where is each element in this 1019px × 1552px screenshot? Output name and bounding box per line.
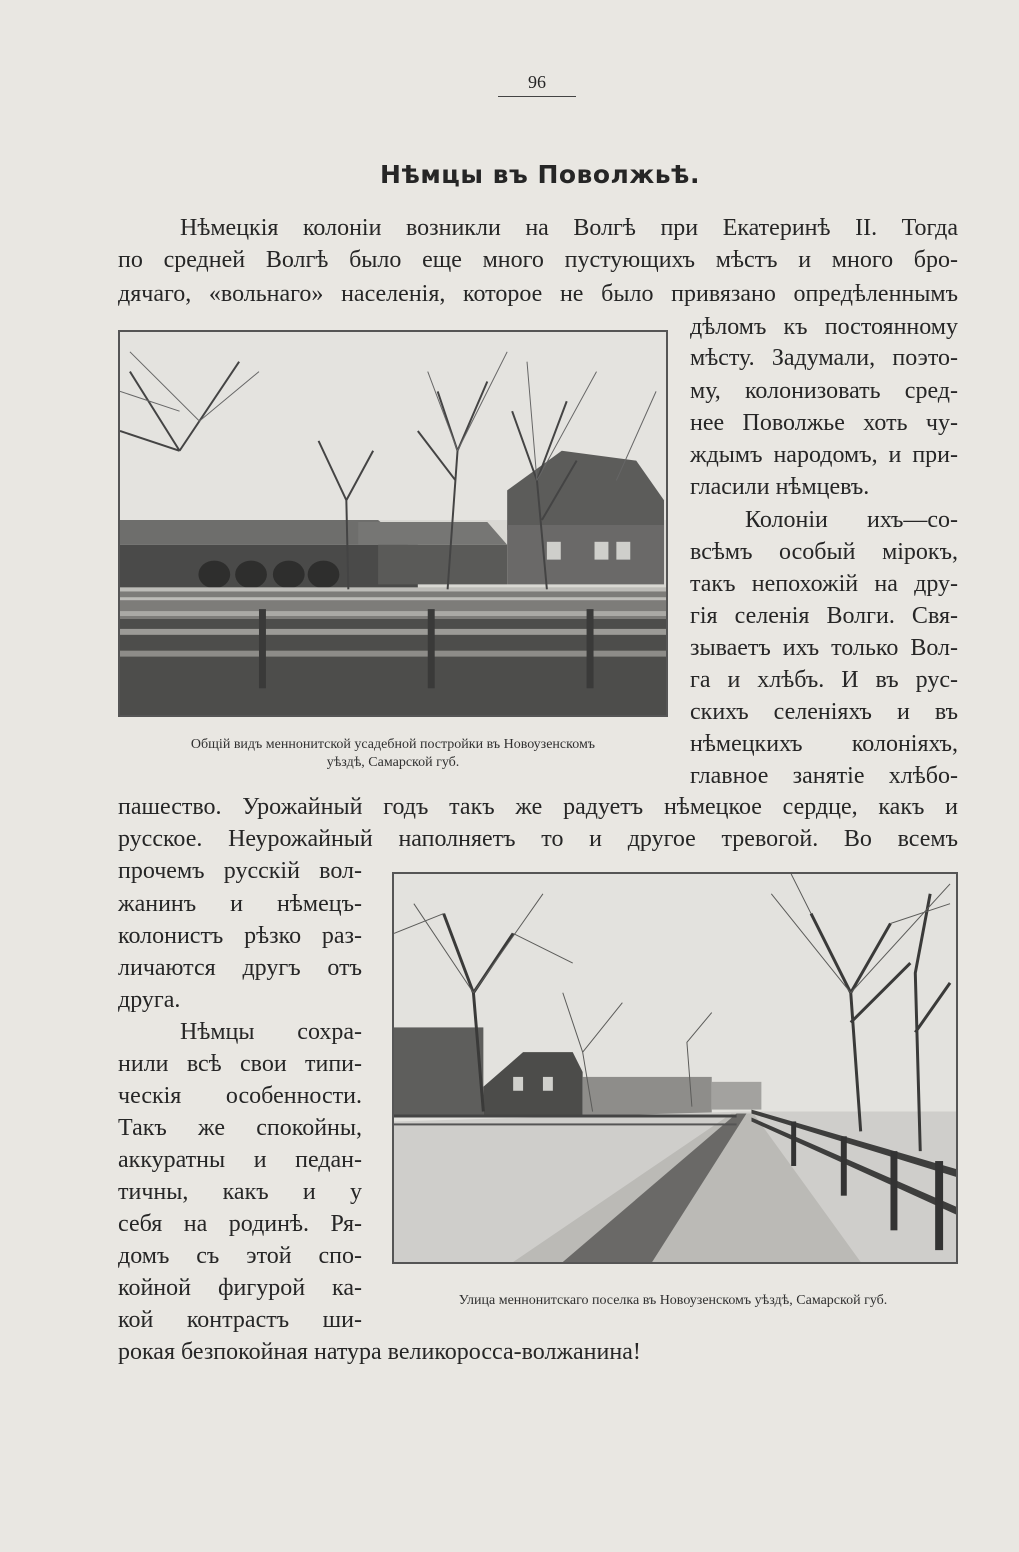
text-line: себя на родинѣ. Ря- xyxy=(118,1211,362,1237)
text-line: Такъ же спокойны, xyxy=(118,1115,362,1141)
text-line: нѣмецкихъ колоніяхъ, xyxy=(690,731,958,757)
text-line: такъ непохожій на дру- xyxy=(690,571,958,597)
text-line: ждымъ народомъ, и при- xyxy=(690,442,958,468)
text-line: мѣсту. Задумали, поэто- xyxy=(690,345,958,371)
text-line: Колоніи ихъ—со- xyxy=(745,507,958,533)
text-line: койной фигурой ка- xyxy=(118,1275,362,1301)
text-line: пашество. Урожайный годъ такъ же радуетъ нѣмецкое сердце, какъ и xyxy=(118,794,958,820)
text-line: колонистъ рѣзко раз- xyxy=(118,923,362,949)
text-line: нили всѣ свои типи- xyxy=(118,1051,362,1077)
text-line: Нѣмецкія колоніи возникли на Волгѣ при Екатеринѣ II. Тогда xyxy=(180,215,958,241)
farmstead-photo xyxy=(118,330,668,717)
text-line: рокая безпокойная натура великоросса-волжанина! xyxy=(118,1339,641,1365)
text-line: ческія особенности. xyxy=(118,1083,362,1109)
page-number-rule xyxy=(498,96,576,97)
text-line: му, колонизовать сред- xyxy=(690,378,958,404)
text-line: домъ съ этой спо- xyxy=(118,1243,362,1269)
text-line: гія селенія Волги. Свя- xyxy=(690,603,958,629)
text-line: главное занятіе хлѣбо- xyxy=(690,763,958,789)
text-line: зываетъ ихъ только Вол- xyxy=(690,635,958,661)
text-line: прочемъ русскій вол- xyxy=(118,858,362,884)
text-line: га и хлѣбъ. И въ рус- xyxy=(690,667,958,693)
figure-caption: Улица меннонитскаго поселка въ Новоузенскомъ уѣздѣ, Самарской губ. xyxy=(458,1293,888,1308)
text-line: тичны, какъ и у xyxy=(118,1179,362,1205)
text-line: аккуратны и педан- xyxy=(118,1147,362,1173)
text-line: скихъ селеніяхъ и въ xyxy=(690,699,958,725)
text-line: дячаго, «вольнаго» населенія, которое не было привязано опредѣленнымъ xyxy=(118,281,958,307)
text-line: гласили нѣмцевъ. xyxy=(690,474,870,500)
text-line: жанинъ и нѣмецъ- xyxy=(118,891,362,917)
text-line: нее Поволжье хоть чу- xyxy=(690,410,958,436)
text-line: личаются другъ отъ xyxy=(118,955,362,981)
article-title: Нѣмцы въ Поволжьѣ. xyxy=(380,160,700,189)
page-number: 96 xyxy=(528,72,546,92)
village-street-photo xyxy=(392,872,958,1264)
text-line: Нѣмцы сохра- xyxy=(180,1019,362,1045)
figure-caption: Общій видъ меннонитской усадебной постройки въ Новоузенскомъ xyxy=(190,737,596,752)
text-line: всѣмъ особый мірокъ, xyxy=(690,539,958,565)
text-line: по средней Волгѣ было еще много пустующихъ мѣстъ и много бро- xyxy=(118,247,958,273)
text-line: друга. xyxy=(118,987,181,1013)
text-line: кой контрастъ ши- xyxy=(118,1307,362,1333)
text-line: дѣломъ къ постоянному xyxy=(690,314,958,340)
figure-caption: уѣздѣ, Самарской губ. xyxy=(326,755,460,770)
text-line: русское. Неурожайный наполняетъ то и другое тревогой. Во всемъ xyxy=(118,826,958,852)
